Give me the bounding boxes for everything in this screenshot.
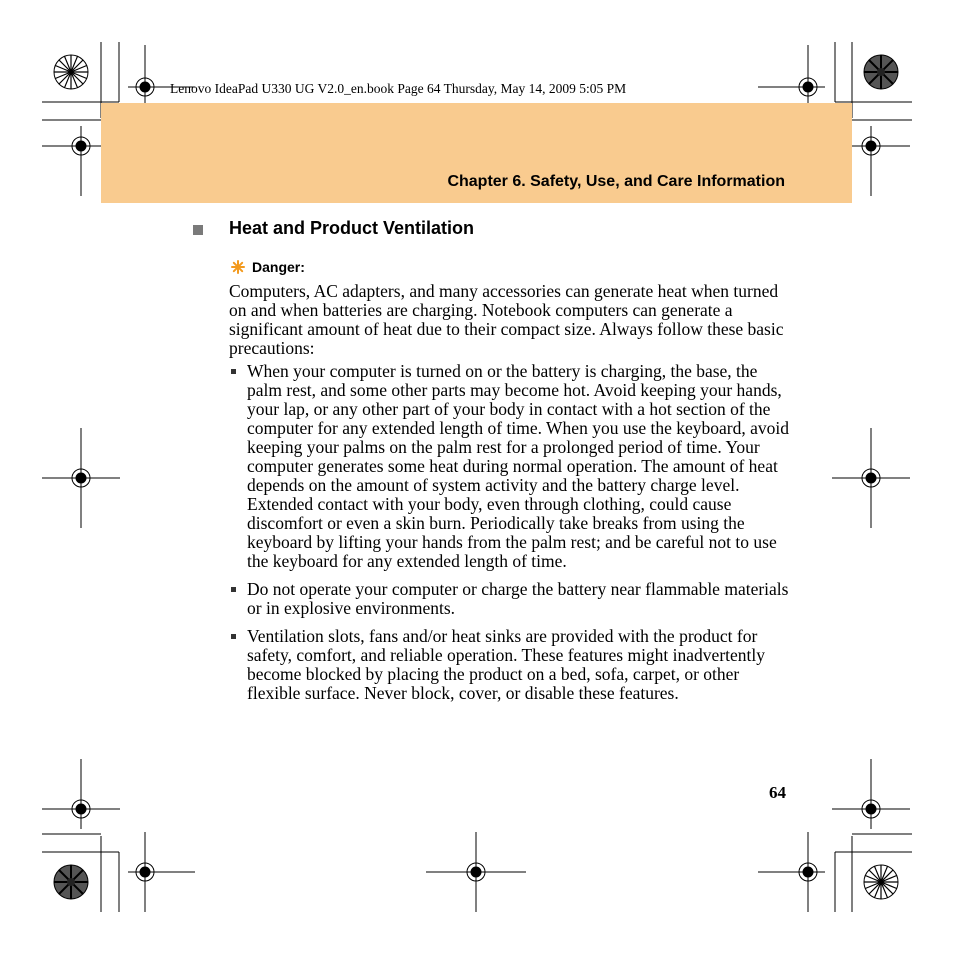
danger-notice: [231, 259, 305, 275]
print-slug-line: Lenovo IdeaPad U330 UG V2.0_en.book Page 64 Thursday, May 14, 2009 5:05 PM: [170, 81, 627, 96]
precautions-list: [229, 362, 789, 703]
intro-paragraph: Computers, AC adapters, and many accessories can generate heat when turned on and when batteries are charging. Notebook computers can generate a significant amount of heat due to their compact size. Always follow these basic precautions:: [229, 281, 784, 358]
chapter-title: Chapter 6. Safety, Use, and Care Information: [447, 173, 785, 190]
list-item: When your computer is turned on or the battery is charging, the base, the palm rest, and some other parts may become hot. Avoid keeping your hands, your lap, or any other part of your body in contact with a hot section of the computer for any extended length of time. When you use the keyboard, avoid keeping your palms on the palm rest for a prolonged period of time. Your computer generates some heat during normal operation. The amount of heat depends on the amount of system activity and the battery charge level. Extended contact with your body, even through clothing, could cause discomfort or even a skin burn. Periodically take breaks from using the keyboard by lifting your hands from the palm rest; and be careful not to use the keyboard for any extended length of time.: [229, 362, 789, 571]
list-item: Do not operate your computer or charge the battery near flammable materials or in explosive environments.: [229, 580, 789, 618]
section-bullet-icon: [193, 225, 203, 235]
section-heading: Heat and Product Ventilation: [229, 218, 475, 238]
danger-label: Danger:: [252, 259, 305, 275]
section-body: [229, 282, 789, 712]
danger-burst-icon: [231, 260, 245, 274]
chapter-banner: [101, 103, 852, 203]
list-item: Ventilation slots, fans and/or heat sinks are provided with the product for safety, comfort, and reliable operation. These features might inadvertently become blocked by placing the product on a bed, sofa, carpet, or other flexible surface. Never block, cover, or disable these features.: [229, 627, 789, 703]
page-number: 64: [769, 783, 786, 802]
